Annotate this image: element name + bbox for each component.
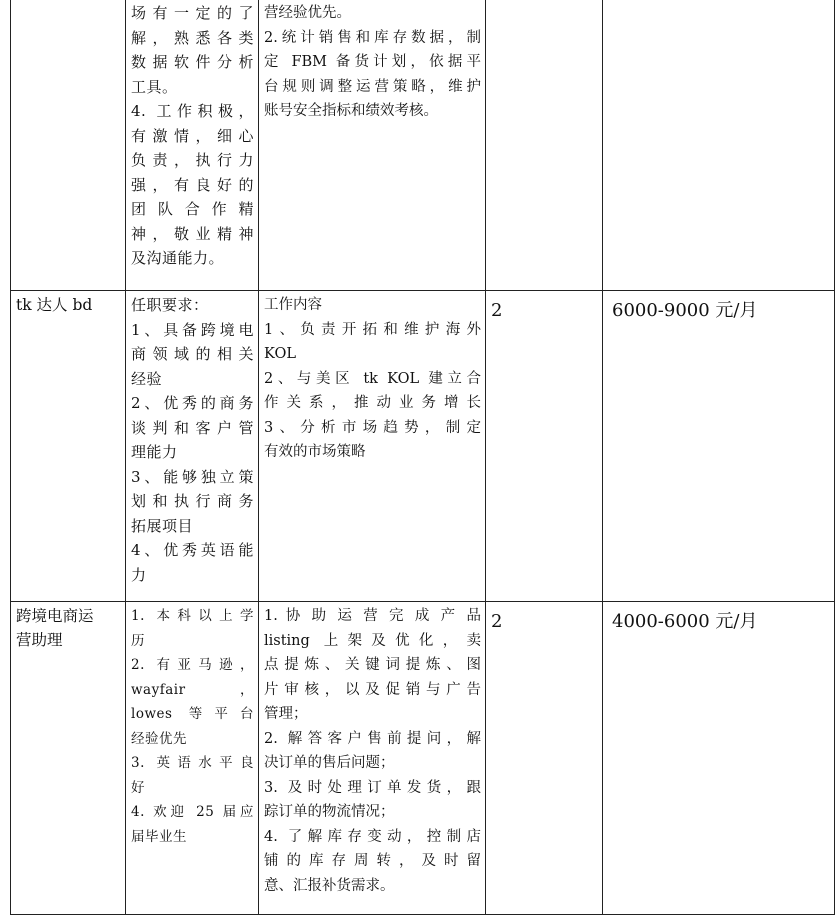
requirement-line: 任职要求：	[131, 296, 209, 314]
duty-line: 3、分析市场趋势，制定	[264, 419, 481, 436]
requirement-line: 工具。	[131, 77, 178, 96]
role-title: 营助理	[16, 631, 63, 649]
duty-line: 点提炼、关键词提炼、图	[264, 657, 481, 673]
requirement-line: 4、优秀英语能	[131, 541, 254, 559]
requirement-line: 经验	[131, 369, 163, 388]
headcount-cell	[486, 602, 603, 915]
duty-line: 2、与美区 tk KOL 建立合	[264, 370, 481, 387]
duty-line: 管理；	[264, 706, 308, 722]
requirement-line: 4. 工作积极，	[131, 102, 254, 120]
table-row	[11, 602, 835, 915]
duty-line: 片审核，以及促销与广告	[264, 681, 481, 698]
requirement-line: 力	[131, 565, 147, 584]
duty-line: 账号安全指标和绩效考核。	[264, 103, 438, 119]
headcount-cell	[486, 291, 603, 602]
duties-cell	[259, 0, 486, 291]
role-cell	[11, 602, 126, 915]
duties-cell	[259, 291, 486, 602]
role-title: 跨境电商运	[16, 607, 94, 625]
requirement-line: 3. 英语水平良	[131, 755, 254, 771]
headcount-value: 2	[491, 300, 503, 321]
role-title: tk 达人 bd	[16, 296, 93, 314]
salary-cell	[603, 0, 835, 291]
duty-line: 1、负责开拓和维护海外	[264, 321, 481, 338]
headcount-value	[491, 1, 598, 7]
duty-line: 铺的库存周转，及时留	[264, 853, 481, 869]
duty-line: 2. 解答客户售前提问，解	[264, 730, 481, 747]
duty-line: 3. 及时处理订单发货，跟	[264, 779, 481, 796]
salary-cell	[603, 602, 835, 915]
requirement-line: 解，熟悉各类	[131, 28, 254, 47]
duty-line: KOL	[264, 346, 296, 362]
duty-line: 有效的市场策略	[264, 444, 366, 460]
salary-value	[608, 1, 830, 7]
duty-line: 4. 了解库存变动，控制店	[264, 828, 481, 845]
duty-line: 台规则调整运营策略，维护	[264, 78, 481, 95]
requirement-line: 1、具备跨境电	[131, 320, 254, 339]
table-row	[11, 0, 835, 291]
requirement-line: 1. 本科以上学	[131, 608, 254, 624]
duty-line: 作关系，推动业务增长	[264, 395, 481, 411]
requirement-line: 3、能够独立策	[131, 467, 254, 486]
table-row	[11, 291, 835, 602]
requirement-line: 历	[131, 632, 145, 649]
requirement-line: 商领域的相关	[131, 345, 254, 363]
requirement-line: 神，敬业精神	[131, 224, 254, 243]
requirement-line: 2. 有亚马逊，	[131, 657, 254, 673]
requirement-line: 负责，执行力	[131, 151, 254, 169]
requirement-line: lowes 等平台	[131, 706, 254, 722]
requirement-line: 及沟通能力。	[131, 249, 225, 267]
duty-line: 定 FBM 备货计划，依据平	[264, 54, 481, 70]
requirement-line: 有激情，细心	[131, 126, 254, 145]
job-table	[10, 0, 835, 915]
role-cell	[11, 291, 126, 602]
salary-cell	[603, 291, 835, 602]
requirement-line: 谈判和客户管	[131, 418, 254, 437]
requirement-line: wayfair ，	[131, 681, 254, 698]
duty-line: 意、汇报补货需求。	[264, 877, 395, 894]
requirement-line: 拓展项目	[131, 516, 194, 535]
requirements-cell	[126, 602, 259, 915]
duty-line: 1. 协 助 运 营 完 成 产 品	[264, 608, 481, 624]
requirement-line: 强，有良好的	[131, 175, 254, 194]
salary-value: 6000-9000 元/月	[612, 300, 758, 321]
requirements-cell	[126, 0, 259, 291]
requirement-line: 团 队 合 作 精	[131, 200, 254, 218]
headcount-cell	[486, 0, 603, 291]
duties-cell	[259, 602, 486, 915]
headcount-value: 2	[491, 611, 503, 632]
requirement-line: 2、优秀的商务	[131, 394, 254, 412]
requirements-cell	[126, 291, 259, 602]
salary-value: 4000-6000 元/月	[612, 611, 758, 632]
duty-line: 决订单的售后问题；	[264, 755, 395, 771]
role-cell	[11, 0, 126, 291]
duty-line: listing 上架及优化，卖	[264, 632, 481, 649]
requirement-line: 经验优先	[131, 730, 187, 747]
duty-line: 营经验优先。	[264, 5, 351, 21]
requirement-line: 场有一定的了	[131, 4, 254, 22]
requirement-line: 届毕业生	[131, 828, 187, 845]
requirement-line: 划和执行商务	[131, 492, 254, 510]
requirement-line: 4. 欢迎 25 届应	[131, 804, 254, 820]
duty-line: 2.统计销售和库存数据，制	[264, 29, 481, 46]
duty-line: 工作内容	[264, 297, 322, 313]
duty-line: 踪订单的物流情况；	[264, 804, 395, 820]
requirement-line: 数据软件分析	[131, 53, 254, 71]
requirement-line: 理能力	[131, 443, 178, 461]
requirement-line: 好	[131, 779, 145, 796]
